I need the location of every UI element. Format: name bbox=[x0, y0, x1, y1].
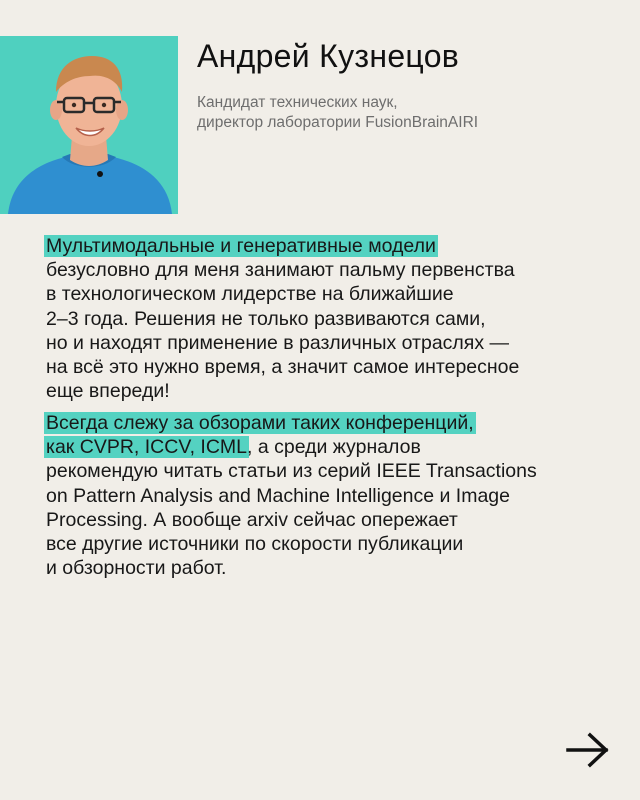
person-credentials bbox=[197, 93, 478, 133]
highlighted-text: Мультимодальные и генеративные модели bbox=[46, 235, 436, 257]
quote-line bbox=[46, 411, 626, 435]
next-slide-button[interactable] bbox=[564, 730, 612, 770]
person-name: Андрей Кузнецов bbox=[197, 38, 460, 74]
quote-line: на всё это нужно время, а значит самое интересное bbox=[46, 356, 520, 379]
arrow-right-icon bbox=[564, 730, 612, 770]
quote-line bbox=[46, 435, 626, 459]
quote-line: все другие источники по скорости публикации bbox=[46, 533, 464, 556]
quote-line: и обзорности работ. bbox=[46, 557, 227, 580]
quote-line: безусловно для меня занимают пальму первенства bbox=[46, 259, 515, 282]
quote-paragraph-2 bbox=[46, 411, 626, 580]
quote-line bbox=[46, 234, 626, 258]
profile-photo bbox=[0, 36, 178, 214]
quote-line: 2–3 года. Решения не только развиваются сами, bbox=[46, 307, 486, 330]
highlighted-text: как CVPR, ICCV, ICML bbox=[46, 436, 247, 459]
quote-paragraph-1 bbox=[46, 234, 626, 403]
quote-line: рекомендую читать статьи из серий IEEE Transactions bbox=[46, 460, 537, 483]
credentials-line: Кандидат технических наук, bbox=[197, 94, 398, 111]
portrait-image bbox=[0, 36, 178, 214]
highlighted-text: Всегда слежу за обзорами таких конференций, bbox=[46, 412, 474, 434]
quote-line: но и находят применение в различных отраслях — bbox=[46, 331, 510, 354]
quote-line: еще впереди! bbox=[46, 380, 170, 403]
quote-text: , а среди журналов bbox=[247, 436, 421, 459]
credentials-line: директор лаборатории FusionBrainAIRI bbox=[197, 114, 479, 131]
quote-line: on Pattern Analysis and Machine Intelligence и Image bbox=[46, 484, 511, 507]
quote-line: в технологическом лидерстве на ближайшие bbox=[46, 283, 454, 306]
quote-line: Processing. А вообще arxiv сейчас опережает bbox=[46, 508, 458, 531]
